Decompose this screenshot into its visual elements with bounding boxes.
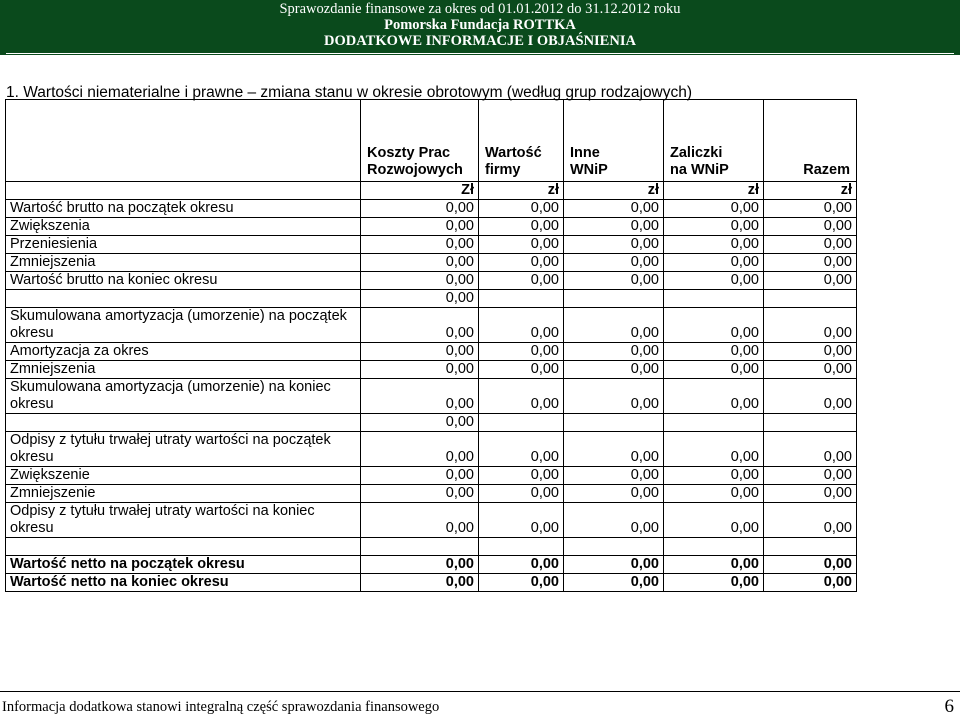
value-cell: 0,00 (564, 503, 664, 538)
row-label: Zmniejszenia (6, 361, 361, 379)
value-cell: 0,00 (564, 218, 664, 236)
header-divider (6, 53, 954, 54)
table-row (6, 218, 857, 236)
row-label: Wartość brutto na koniec okresu (6, 272, 361, 290)
value-cell: 0,00 (361, 361, 479, 379)
value-cell: 0,00 (479, 200, 564, 218)
value-cell: 0,00 (664, 432, 764, 467)
value-cell: 0,00 (764, 574, 857, 592)
value-cell: 0,00 (664, 308, 764, 343)
value-cell: 0,00 (664, 379, 764, 414)
value-cell: 0,00 (361, 343, 479, 361)
organization-name: Pomorska Fundacja ROTTKA (384, 17, 576, 33)
value-cell: 0,00 (564, 485, 664, 503)
unit-cell: zł (479, 182, 564, 200)
value-cell: 0,00 (664, 200, 764, 218)
value-cell: 0,00 (361, 414, 479, 432)
row-label: Zwiększenia (6, 218, 361, 236)
units-blank-cell (6, 182, 361, 200)
col-header-line1: Inne (570, 145, 600, 161)
value-cell: 0,00 (664, 556, 764, 574)
table-row (6, 343, 857, 361)
col-header-zaliczki (664, 100, 764, 182)
value-cell: 0,00 (664, 272, 764, 290)
value-cell: 0,00 (479, 503, 564, 538)
value-cell (764, 414, 857, 432)
col-header-line1: Zaliczki (670, 145, 723, 161)
value-cell: 0,00 (564, 308, 664, 343)
value-cell: 0,00 (479, 308, 564, 343)
row-label: Przeniesienia (6, 236, 361, 254)
value-cell: 0,00 (664, 361, 764, 379)
value-cell: 0,00 (664, 236, 764, 254)
row-label: Wartość brutto na początek okresu (6, 200, 361, 218)
value-cell: 0,00 (479, 574, 564, 592)
value-cell: 0,00 (764, 254, 857, 272)
column-header-row (6, 100, 857, 182)
row-label (6, 414, 361, 432)
table-row (6, 290, 857, 308)
value-cell (361, 538, 479, 556)
value-cell (764, 290, 857, 308)
col-header-line2: firmy (485, 162, 521, 178)
value-cell: 0,00 (479, 379, 564, 414)
row-label: Zmniejszenia (6, 254, 361, 272)
value-cell: 0,00 (564, 361, 664, 379)
value-cell: 0,00 (564, 379, 664, 414)
value-cell: 0,00 (764, 200, 857, 218)
value-cell: 0,00 (361, 556, 479, 574)
value-cell: 0,00 (361, 503, 479, 538)
row-label (6, 538, 361, 556)
intangible-assets-table (5, 99, 857, 592)
value-cell: 0,00 (564, 272, 664, 290)
header-blank-cell (6, 100, 361, 182)
value-cell (479, 538, 564, 556)
row-label: Amortyzacja za okres (6, 343, 361, 361)
col-header-line2: na WNiP (670, 162, 729, 178)
value-cell: 0,00 (479, 218, 564, 236)
value-cell: 0,00 (361, 272, 479, 290)
value-cell (564, 414, 664, 432)
row-label: Wartość netto na początek okresu (6, 556, 361, 574)
value-cell: 0,00 (479, 361, 564, 379)
value-cell: 0,00 (564, 432, 664, 467)
value-cell: 0,00 (361, 485, 479, 503)
table-row (6, 254, 857, 272)
table-row (6, 467, 857, 485)
value-cell: 0,00 (664, 218, 764, 236)
col-header-koszty-prac (361, 100, 479, 182)
footer-note: Informacja dodatkowa stanowi integralną część sprawozdania finansowego (2, 699, 440, 715)
value-cell: 0,00 (764, 272, 857, 290)
table-row (6, 574, 857, 592)
value-cell: 0,00 (479, 467, 564, 485)
section-title: 1. Wartości niematerialne i prawne – zmiana stanu w okresie obrotowym (według grup rodzajowych) (6, 84, 693, 101)
row-label: Skumulowana amortyzacja (umorzenie) na początek okresu (6, 308, 361, 343)
value-cell: 0,00 (764, 432, 857, 467)
table-row (6, 556, 857, 574)
value-cell: 0,00 (361, 432, 479, 467)
value-cell (479, 414, 564, 432)
col-header-wartosc-firmy (479, 100, 564, 182)
value-cell: 0,00 (664, 485, 764, 503)
value-cell: 0,00 (764, 485, 857, 503)
value-cell: 0,00 (361, 218, 479, 236)
value-cell: 0,00 (764, 467, 857, 485)
value-cell: 0,00 (361, 200, 479, 218)
row-label: Zmniejszenie (6, 485, 361, 503)
unit-cell: zł (564, 182, 664, 200)
value-cell (664, 290, 764, 308)
value-cell: 0,00 (764, 343, 857, 361)
table-row (6, 414, 857, 432)
value-cell: 0,00 (764, 218, 857, 236)
table-row (6, 379, 857, 414)
value-cell: 0,00 (479, 272, 564, 290)
table-row (6, 538, 857, 556)
value-cell: 0,00 (764, 361, 857, 379)
value-cell (664, 414, 764, 432)
value-cell: 0,00 (479, 236, 564, 254)
value-cell: 0,00 (764, 236, 857, 254)
row-label (6, 290, 361, 308)
table-row (6, 432, 857, 467)
value-cell: 0,00 (361, 308, 479, 343)
value-cell: 0,00 (664, 254, 764, 272)
value-cell: 0,00 (361, 254, 479, 272)
document-section-name: DODATKOWE INFORMACJE I OBJAŚNIENIA (324, 33, 636, 49)
value-cell: 0,00 (664, 343, 764, 361)
table-row (6, 361, 857, 379)
value-cell (564, 290, 664, 308)
value-cell: 0,00 (564, 556, 664, 574)
col-header-razem (764, 100, 857, 182)
row-label: Zwiększenie (6, 467, 361, 485)
value-cell: 0,00 (664, 467, 764, 485)
value-cell: 0,00 (564, 343, 664, 361)
document-header (0, 0, 960, 55)
value-cell: 0,00 (764, 379, 857, 414)
col-header-line2: Rozwojowych (367, 162, 463, 178)
value-cell (664, 538, 764, 556)
col-header-line1: Wartość (485, 145, 542, 161)
value-cell: 0,00 (361, 467, 479, 485)
value-cell: 0,00 (479, 556, 564, 574)
value-cell: 0,00 (664, 574, 764, 592)
value-cell: 0,00 (564, 574, 664, 592)
value-cell: 0,00 (479, 485, 564, 503)
footer-divider (0, 691, 960, 692)
table-row (6, 200, 857, 218)
value-cell: 0,00 (664, 503, 764, 538)
value-cell: 0,00 (479, 254, 564, 272)
col-header-inne-wnip (564, 100, 664, 182)
col-header-line1: Koszty Prac (367, 145, 451, 161)
value-cell: 0,00 (764, 503, 857, 538)
value-cell: 0,00 (564, 254, 664, 272)
value-cell: 0,00 (361, 379, 479, 414)
value-cell (764, 538, 857, 556)
value-cell: 0,00 (479, 343, 564, 361)
table-row (6, 485, 857, 503)
row-label: Odpisy z tytułu trwałej utraty wartości na koniec okresu (6, 503, 361, 538)
value-cell: 0,00 (479, 432, 564, 467)
table-row (6, 236, 857, 254)
unit-cell: Zł (361, 182, 479, 200)
value-cell: 0,00 (564, 467, 664, 485)
value-cell: 0,00 (564, 236, 664, 254)
page-number: 6 (944, 696, 954, 717)
value-cell: 0,00 (764, 556, 857, 574)
table-row (6, 272, 857, 290)
value-cell: 0,00 (361, 236, 479, 254)
value-cell: 0,00 (361, 290, 479, 308)
row-label: Skumulowana amortyzacja (umorzenie) na koniec okresu (6, 379, 361, 414)
report-period-title: Sprawozdanie finansowe za okres od 01.01.2012 do 31.12.2012 roku (279, 1, 681, 17)
value-cell (564, 538, 664, 556)
unit-cell: zł (664, 182, 764, 200)
value-cell: 0,00 (361, 574, 479, 592)
row-label: Odpisy z tytułu trwałej utraty wartości na początek okresu (6, 432, 361, 467)
col-header-line2: WNiP (570, 162, 608, 178)
table-row (6, 308, 857, 343)
value-cell: 0,00 (764, 308, 857, 343)
col-header-line2: Razem (803, 162, 850, 178)
value-cell (479, 290, 564, 308)
unit-cell: zł (764, 182, 857, 200)
table-row (6, 503, 857, 538)
value-cell: 0,00 (564, 200, 664, 218)
units-row (6, 182, 857, 200)
row-label: Wartość netto na koniec okresu (6, 574, 361, 592)
